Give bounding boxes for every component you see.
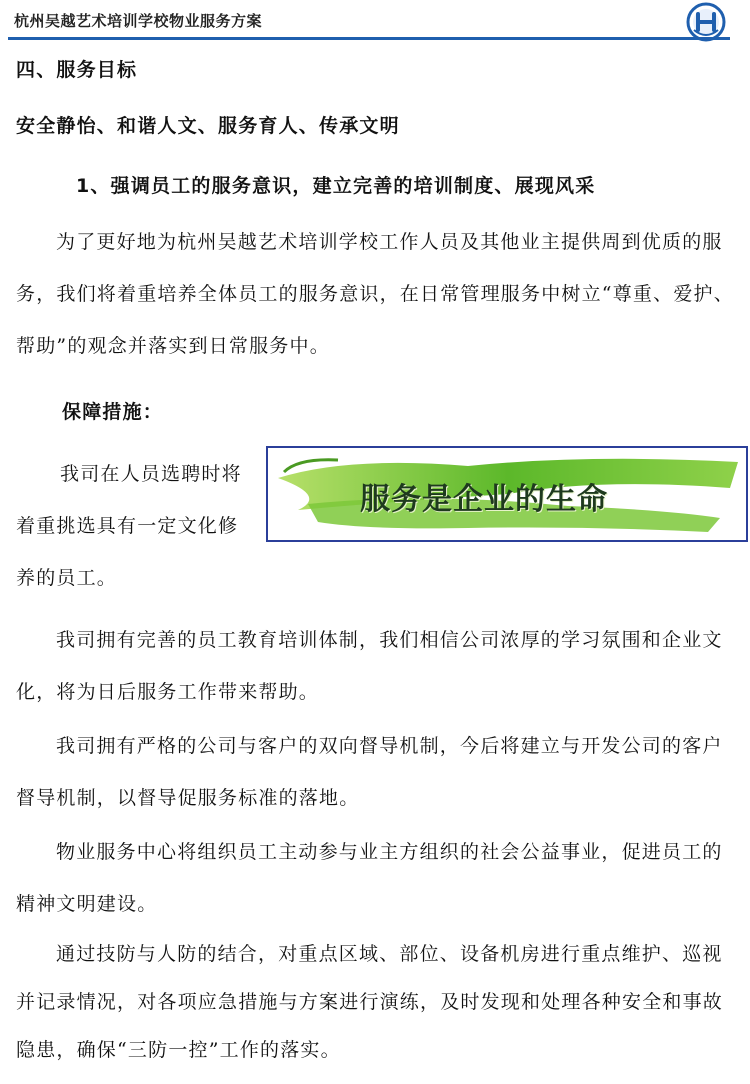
page-header xyxy=(0,0,750,44)
measure-1-line-1: 我司在人员选聘时将 xyxy=(60,463,242,485)
measure-2-paragraph: 我司拥有完善的员工教育培训体制，我们相信公司浓厚的学习氛围和企业文化，将为日后服务工作带来帮助。 xyxy=(16,629,723,703)
measures-label: 保障措施： xyxy=(62,401,164,423)
subheading: 1、强调员工的服务意识，建立完善的培训制度、展现风采 xyxy=(76,175,596,197)
service-motto: 安全静怡、和谐人文、服务育人、传承文明 xyxy=(16,115,400,137)
measure-1-line-3: 养的员工。 xyxy=(16,567,118,589)
company-logo-icon xyxy=(686,2,726,42)
header-rule xyxy=(8,37,730,40)
slogan-banner xyxy=(266,446,748,542)
section-heading: 四、服务目标 xyxy=(16,59,138,81)
measure-3-paragraph: 我司拥有严格的公司与客户的双向督导机制，今后将建立与开发公司的客户督导机制，以督导促服务标准的落地。 xyxy=(16,735,723,809)
measure-4-paragraph: 物业服务中心将组织员工主动参与业主方组织的社会公益事业，促进员工的精神文明建设。 xyxy=(16,841,723,915)
document-title: 杭州吴越艺术培训学校物业服务方案 xyxy=(14,12,263,30)
intro-paragraph: 为了更好地为杭州吴越艺术培训学校工作人员及其他业主提供周到优质的服务，我们将着重培养全体员工的服务意识，在日常管理服务中树立“尊重、爱护、帮助”的观念并落实到日常服务中。 xyxy=(16,231,734,357)
measure-5-paragraph: 通过技防与人防的结合，对重点区域、部位、设备机房进行重点维护、巡视并记录情况，对各项应急措施与方案进行演练，及时发现和处理各种安全和事故隐患，确保“三防一控”工作的落实。 xyxy=(16,943,724,1061)
banner-slogan: 服务是企业的生命 xyxy=(360,482,608,517)
measure-1-line-2: 着重挑选具有一定文化修 xyxy=(16,515,239,537)
